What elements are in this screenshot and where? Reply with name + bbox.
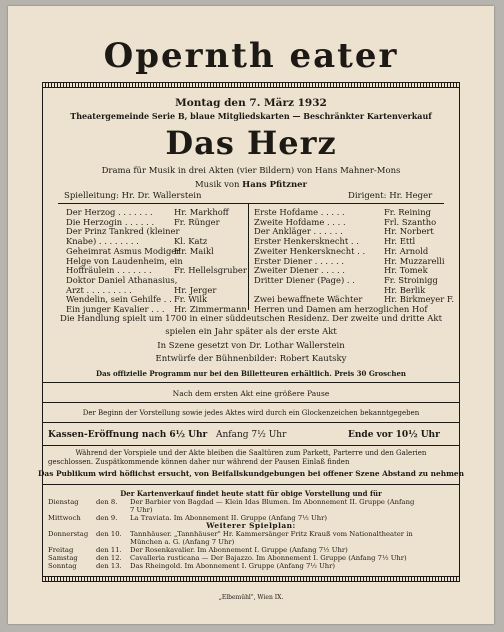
schedule-day: Samstag: [48, 554, 78, 562]
right-cast-row: [254, 236, 416, 247]
actor-name: Hr. Jerger: [174, 284, 217, 295]
left-cast-row: [66, 284, 217, 295]
role-name: Wendelin, sein Gehilfe . .: [66, 294, 172, 305]
role-name: Ein junger Kavalier . . .: [66, 304, 165, 314]
applause-note: Das Publikum wird höflichst ersucht, von Beifallskundgebungen bei offener Szene Abstand zu nehmen: [38, 469, 464, 478]
right-cast-row: [254, 255, 445, 266]
actor-name: Fr. Wilk: [174, 294, 208, 305]
further-header: Weiterer Spielplan:: [206, 521, 296, 530]
schedule-day: Mittwoch: [48, 514, 81, 522]
actor-name: Kl. Katz: [174, 236, 208, 247]
schedule-header: Der Kartenverkauf findet heute statt für obige Vorstellung und für: [120, 489, 382, 498]
director: Spielleitung: Hr. Dr. Wallerstein: [64, 191, 202, 201]
work-title: Das Herz: [165, 124, 337, 162]
program-note: Das offizielle Programm nur bei den Billetteuren erhältlich. Preis 30 Groschen: [96, 369, 406, 378]
series-info: Theatergemeinde Serie B, blaue Mitgliedskarten — Beschränkter Kartenverkauf: [70, 111, 432, 121]
rule-3: [42, 422, 460, 423]
schedule-day: Dienstag: [48, 498, 79, 506]
role-name: Knabe) . . . . . . . .: [66, 236, 139, 247]
schedule-day: Donnerstag: [48, 530, 89, 538]
left-cast-row: [66, 265, 247, 276]
pause-note: Nach dem ersten Akt eine größere Pause: [172, 389, 330, 398]
left-cast-row: [66, 236, 208, 247]
right-cast-row: [254, 274, 438, 285]
role-name: Die Herzogin . . . . . .: [66, 216, 155, 227]
actor-name: Hr. Berlik: [384, 284, 426, 295]
performance-date: Montag den 7. März 1932: [175, 97, 327, 109]
left-cast-row: [66, 275, 177, 285]
music-prefix: Musik von: [194, 180, 240, 190]
right-cast-row: [254, 216, 437, 227]
role-name: Hoffräulein . . . . . . .: [66, 265, 152, 276]
schedule-date: den 9.: [96, 514, 118, 522]
rules-line-2: geschlossen. Zuspätkommende können daher nur während der Pausen Einlaß finden: [48, 458, 350, 466]
role-name: Erster Henkersknecht . .: [254, 236, 359, 247]
role-name: Helge von Laudenheim, ein: [66, 255, 183, 266]
rule-4: [42, 445, 460, 446]
actor-name: Hr. Arnold: [384, 245, 429, 256]
schedule-text: La Traviata. Im Abonnement II. Gruppe (Anfang 7½ Uhr): [130, 514, 327, 522]
top-border: [42, 82, 460, 88]
printer-credit: „Elbemühl", Wien IX.: [218, 594, 284, 601]
actor-name: Frl. Szantho: [384, 216, 437, 227]
left-cast-row: [66, 226, 180, 236]
schedule-date: den 10.: [96, 530, 122, 538]
role-name: Der Ankläger . . . . . .: [254, 226, 343, 237]
right-cast-row: [254, 265, 428, 276]
role-name: Erster Diener . . . . . .: [254, 255, 345, 266]
schedule-date: den 13.: [96, 562, 122, 570]
composer-line: [8, 180, 494, 190]
actor-name: Hr. Ettl: [384, 236, 416, 247]
left-cast-row: [66, 207, 229, 217]
role-name: Geheimrat Asmus Modiger: [66, 245, 181, 256]
actor-name: Hr. Muzzarelli: [384, 255, 445, 266]
role-name: Zweite Hofdame . . . .: [254, 216, 346, 227]
right-cast-row: [254, 226, 434, 237]
schedule-text: Tannhäuser. „Tannhäuser" Hr. Kammersänger Fritz Krauß vom Nationaltheater in: [130, 530, 413, 538]
role-name: Herren und Damen am herzoglichen Hof: [254, 304, 428, 314]
conductor: Dirigent: Hr. Heger: [348, 191, 433, 201]
left-cast-row: [66, 216, 220, 227]
role-name: Doktor Daniel Athanasius,: [66, 274, 178, 285]
role-name: Zweiter Henkersknecht . .: [254, 245, 366, 256]
left-cast-row: [66, 294, 208, 305]
role-name: Zweiter Diener . . . . .: [254, 265, 345, 276]
schedule-text: Der Barbier von Bagdad — Klein Idas Blumen. Im Abonnement II. Gruppe (Anfang: [130, 498, 415, 506]
bottom-border: [42, 576, 460, 582]
schedule-text: Das Rheingold. Im Abonnement I. Gruppe (Anfang 7½ Uhr): [130, 562, 336, 570]
schedule-day: Freitag: [48, 546, 74, 554]
role-name: Zwei bewaffnete Wächter: [254, 294, 363, 305]
actor-name: Hr. Markhoff: [174, 207, 229, 217]
role-name: Der Herzog . . . . . . .: [66, 207, 153, 217]
right-cast-row: [254, 304, 427, 314]
actor-name: Fr. Reining: [384, 207, 431, 217]
schedule-text: Der Rosenkavalier. Im Abonnement I. Gruppe (Anfang 7½ Uhr): [130, 546, 348, 554]
box-office-time: Kassen-Eröffnung nach 6½ Uhr: [48, 430, 208, 440]
actor-name: Hr. Tomek: [384, 265, 428, 276]
left-cast-row: [66, 245, 214, 256]
actor-name: Hr. Zimmermann: [174, 304, 247, 314]
schedule-date: den 11.: [96, 546, 122, 554]
rules-line-1: Während der Vorspiele und der Akte bleiben die Saaltüren zum Parkett, Parterre und den Galerien: [75, 449, 427, 457]
actor-name: Hr. Maikl: [174, 245, 214, 256]
schedule-text: München a. G. (Anfang 7 Uhr): [130, 538, 235, 546]
rule-5: [42, 484, 460, 485]
designs-credit: Entwürfe der Bühnenbilder: Robert Kautsky: [155, 354, 347, 364]
schedule-text: Cavalleria rusticana — Der Bajazzo. Im Abonnement I. Gruppe (Anfang 7½ Uhr): [130, 554, 407, 562]
playbill-page: [8, 6, 494, 624]
schedule-day: Sonntag: [48, 562, 77, 570]
actor-name: Fr. Rünger: [174, 216, 220, 227]
right-cast-row: [254, 294, 455, 305]
right-cast-row: [254, 207, 431, 217]
schedule-text: 7 Uhr): [130, 506, 153, 514]
role-name: Der Prinz Tankred (kleiner: [66, 226, 180, 237]
actor-name: Hr. Birkmeyer F.: [384, 294, 455, 305]
rule-2: [42, 402, 460, 403]
actor-name: Fr. Stroinigg: [384, 274, 438, 285]
start-time: Anfang 7½ Uhr: [216, 430, 287, 440]
cast-divider: [248, 203, 249, 310]
cast-top-rule: [58, 203, 444, 204]
staging-credit: In Szene gesetzt von Dr. Lothar Wallerstein: [157, 341, 345, 351]
page-title: Opernth eater: [103, 36, 399, 76]
actor-name: Hr. Norbert: [384, 226, 434, 237]
setting-line-2: spielen ein Jahr später als der erste Akt: [165, 327, 337, 337]
bell-note: Der Beginn der Vorstellung sowie jedes Aktes wird durch ein Glockenzeichen bekanntgegeben: [82, 409, 420, 417]
work-subtitle: Drama für Musik in drei Akten (vier Bildern) von Hans Mahner-Mons: [101, 166, 401, 176]
composer-name: Hans Pfitzner: [242, 180, 308, 190]
role-name: Arzt . . . . . . . . .: [66, 284, 132, 295]
rule-1: [42, 382, 460, 383]
schedule-date: den 12.: [96, 554, 122, 562]
schedule-date: den 8.: [96, 498, 118, 506]
left-cast-row: [66, 256, 183, 266]
right-cast-row: [254, 245, 429, 256]
end-time: Ende vor 10½ Uhr: [348, 430, 440, 440]
role-name: Erste Hofdame . . . . .: [254, 207, 345, 217]
setting-line-1: Die Handlung spielt um 1700 in einer süddeutschen Residenz. Der zweite und dritte Akt: [60, 314, 442, 324]
actor-name: Fr. Hellelsgruber: [174, 265, 247, 276]
left-cast-row: [66, 304, 247, 314]
role-name: Dritter Diener (Page) . .: [254, 274, 355, 285]
